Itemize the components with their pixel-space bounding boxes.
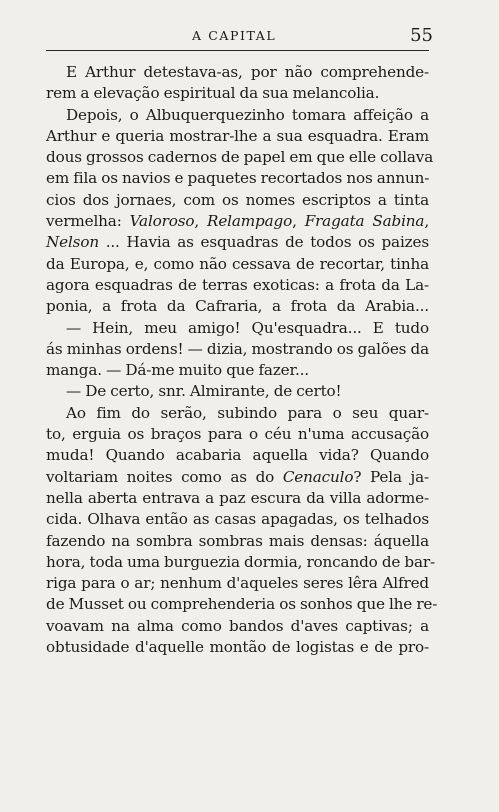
text-line: em fila os navios e paquetes recortados nos annun- bbox=[46, 169, 430, 188]
text-line: agora esquadras de terras exoticas: a frota da La- bbox=[46, 275, 429, 294]
text-line: voltariam noites como as do Cenaculo? Pela ja- bbox=[46, 467, 429, 486]
text-line: ás minhas ordens! — dizia, mostrando os galões da bbox=[46, 339, 429, 358]
text-line: muda! Quando acabaria aquella vida? Quando bbox=[46, 446, 429, 465]
text-line: — De certo, snr. Almirante, de certo! bbox=[66, 382, 342, 401]
page-header bbox=[46, 25, 433, 48]
text-line: de Musset ou comprehenderia os sonhos que lhe re- bbox=[46, 595, 438, 614]
text-line: ponia, a frota da Cafraria, a frota da Arabia... bbox=[46, 297, 429, 316]
header-rule bbox=[46, 50, 429, 51]
text-line: — Hein, meu amigo! Qu'esquadra... E tudo bbox=[66, 318, 429, 337]
text-line: cios dos jornaes, com os nomes escriptos a tinta bbox=[46, 190, 429, 209]
text-line: hora, toda uma burguezia dormia, roncando de bar- bbox=[46, 552, 435, 571]
text-line: Arthur e queria mostrar-lhe a sua esquadra. Eram bbox=[46, 126, 429, 145]
text-line: vermelha: Valoroso, Relampago, Fragata Sabina, bbox=[46, 212, 430, 231]
running-title: A CAPITAL bbox=[192, 28, 277, 43]
text-line: manga. — Dá-me muito que fazer... bbox=[46, 361, 309, 380]
text-line: obtusidade d'aquelle montão de logistas e de pro- bbox=[46, 638, 429, 657]
text-line: E Arthur detestava-as, por não comprehende- bbox=[66, 63, 429, 81]
text-line: da Europa, e, como não cessava de recortar, tinha bbox=[46, 254, 429, 273]
text-line: voavam na alma como bandos d'aves captivas; a bbox=[46, 616, 429, 635]
text-line: fazendo na sombra sombras mais densas: áquella bbox=[46, 531, 429, 550]
text-line: to, erguia os braços para o céu n'uma accusação bbox=[46, 425, 429, 444]
text-line: nella aberta entrava a paz escura da villa adorme- bbox=[46, 488, 429, 507]
text-line: Ao fim do serão, subindo para o seu quar- bbox=[66, 403, 429, 422]
page-number: 55 bbox=[410, 25, 433, 46]
text-line: dous grossos cadernos de papel em que elle collava bbox=[46, 148, 434, 167]
text-line: rem a elevação espiritual da sua melancolia. bbox=[46, 84, 380, 103]
text-line: cida. Olhava então as casas apagadas, os telhados bbox=[46, 510, 429, 529]
text-line: Nelson ... Havia as esquadras de todos os paizes bbox=[46, 233, 429, 252]
text-line: riga para o ar; nenhum d'aqueles seres lêra Alfred bbox=[46, 574, 429, 593]
body-text bbox=[46, 62, 438, 658]
text-line: Depois, o Albuquerquezinho tomara affeição a bbox=[66, 105, 429, 124]
